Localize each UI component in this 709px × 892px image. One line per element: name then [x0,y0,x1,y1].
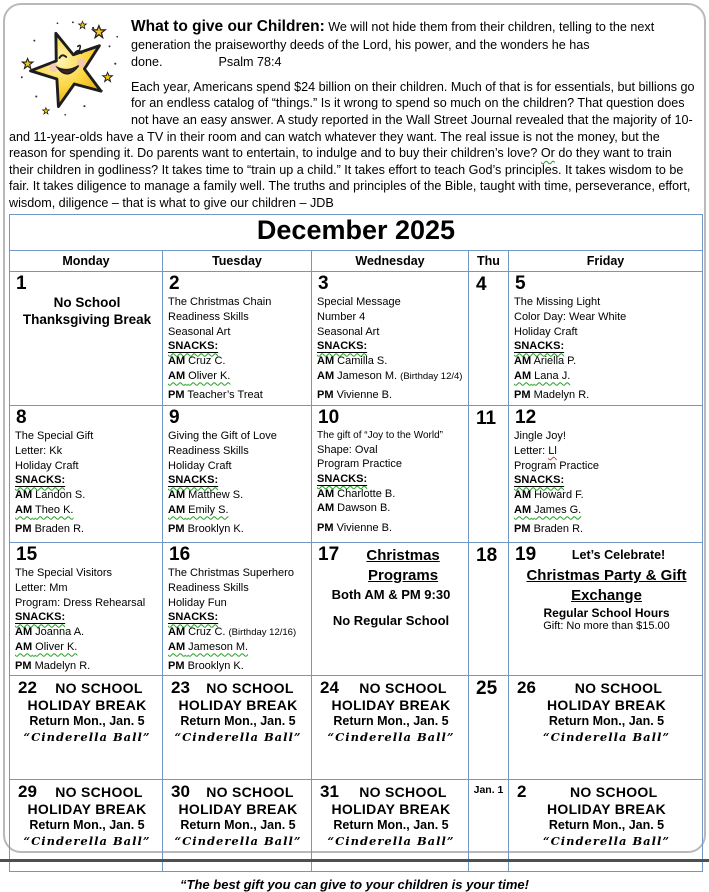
cinderella-ball-note: “Cinderella Ball” [543,730,670,745]
day-cell-10 [312,405,469,542]
am-line: AM Jameson M. (Birthday 12/4) [317,369,463,382]
header-section [9,17,700,212]
event-line: Let’s Celebrate! [571,547,666,562]
day-cell-15 [10,542,163,675]
day-number: Jan. 1 [473,783,504,796]
weekday-monday: Monday [10,250,163,271]
day-cell-22: 22 NO SCHOOL HOLIDAY BREAK Return Mon., Jan. 5 “Cinderella Ball” [10,675,163,779]
day-cell-31: 31 NO SCHOOL HOLIDAY BREAK Return Mon., Jan. 5 “Cinderella Ball” [312,779,469,871]
pm-line: PM Vivienne B. [317,521,393,534]
am-line: AM Joanna A. [15,625,85,638]
am-line: AM Charlotte B. [317,487,396,500]
am-line: AM Howard F. [514,488,584,501]
am-line: AM Camilla S. [317,354,388,367]
day-number: 3 [318,272,329,294]
event-line: Jingle Joy! [514,430,566,443]
day-cell-26: 26 NO SCHOOL HOLIDAY BREAK Return Mon., Jan. 5 “Cinderella Ball” [509,675,703,779]
weekday-thursday: Thu [469,250,509,271]
event-line: Holiday Craft [15,459,79,472]
snacks-label: SNACKS: [168,611,219,624]
event-line: Giving the Gift of Love [168,430,277,443]
day-number: 15 [16,543,38,565]
day-cell-1 [10,271,163,405]
cinderella-ball-note: “Cinderella Ball” [327,730,455,745]
event-line: Seasonal Art [317,325,380,338]
event-line: The Special Visitors [15,567,113,580]
cinderella-ball-note: “Cinderella Ball” [174,834,302,849]
am-line: AM Emily S. [168,503,229,516]
am-line: AM Lana J. [514,369,571,382]
day-cell-jan-1 [469,779,509,871]
event-line: Special Message [317,296,401,309]
day-cell-8 [10,405,163,542]
day-cell-19 [509,542,703,675]
event-line: Readiness Skills [168,445,249,458]
am-line: AM Dawson B. [317,502,391,515]
pm-line: PM Brooklyn K. [168,523,244,536]
am-line: AM Landon S. [15,488,86,501]
day-number: 23 [171,677,190,697]
page-frame [3,3,706,892]
event-line: Program: Dress Rehearsal [15,596,146,609]
birthday-note: (Birthday 12/16) [228,626,297,638]
event-line: Holiday Craft [514,325,578,338]
event-line: The gift of “Joy to the World” [317,430,443,442]
event-line: The Missing Light [514,296,601,309]
event-line: Shape: Oval [317,443,378,456]
am-line: AM Matthew S. [168,488,244,501]
intro-paragraph: Each year, Americans spend $24 billion on their children. Much of that is for essentials, but billions go for an endless catalog of “things.” Is it wrong to spend so much on the children? That question does not have an easy answer. A study reported in the Wall Street Journal revealed that the majority of 10- and 11-year-olds have a TV in their room and can watch whatever they want. The real issue is not the money, but the reason for spending it. Do parents want to entertain, to indulge and to buy their children’s love? Or do they want to train their children in godliness? It takes time to “train up a child.” It takes effort to teach God’s principles. It takes wisdom to be fair. It takes diligence to manage a family well. The truths and principles of the Bible, taught with time, perseverance, effort, wisdom, diligence – that is what to give our children – JDB [9,79,695,210]
snacks-label: SNACKS: [15,611,66,624]
day-cell-30: 30 NO SCHOOL HOLIDAY BREAK Return Mon., Jan. 5 “Cinderella Ball” [163,779,312,871]
event-line: The Christmas Chain [168,296,272,309]
snacks-label: SNACKS: [514,340,565,353]
day-number: 2 [169,272,180,294]
day-number: 1 [16,272,27,294]
day-cell-25 [469,675,509,779]
event-line: The Special Gift [15,430,94,443]
day-number: 25 [476,677,498,699]
pm-line: PM Brooklyn K. [168,660,244,673]
party-title: Christmas Party & Gift Exchange [526,567,687,604]
christmas-programs-title: Christmas Programs [366,546,440,584]
weekday-header-row [10,250,703,271]
star-illustration [17,19,123,121]
event-line: Program Practice [317,458,402,471]
snacks-label: SNACKS: [15,474,66,487]
page-bottom-edge [0,859,709,862]
day-number: 2 [517,781,527,801]
smiling-star-icon [17,19,123,121]
day-cell-4 [469,271,509,405]
page-title: What to give our Children [131,18,320,35]
calendar-title: December 2025 [10,214,703,250]
event-line: Number 4 [317,311,366,324]
event-line: Holiday Fun [168,596,227,609]
birthday-note: (Birthday 12/4) [400,370,463,382]
day-cell-23: 23 NO SCHOOL HOLIDAY BREAK Return Mon., Jan. 5 “Cinderella Ball” [163,675,312,779]
event-line: Letter: Ll [514,445,557,458]
day-cell-2 [163,271,312,405]
event-line: Gift: No more than $15.00 [543,620,670,633]
pm-line: PM Madelyn R. [15,660,91,673]
event-line: Program Practice [514,459,599,472]
day-cell-9 [163,405,312,542]
day-cell-24: 24 NO SCHOOL HOLIDAY BREAK Return Mon., Jan. 5 “Cinderella Ball” [312,675,469,779]
snacks-label: SNACKS: [317,340,368,353]
day-cell-29: 29 NO SCHOOL HOLIDAY BREAK Return Mon., Jan. 5 “Cinderella Ball” [10,779,163,871]
event-line: No School [53,295,121,311]
am-line: AM Oliver K. [15,640,78,653]
event-line: Thanksgiving Break [22,312,152,328]
squiggle-word: Or [540,146,555,161]
day-cell-12 [509,405,703,542]
day-number: 24 [320,677,339,697]
cinderella-ball-note: “Cinderella Ball” [174,730,302,745]
event-line: Readiness Skills [168,311,249,324]
event-line: Color Day: Wear White [514,311,627,324]
snacks-label: SNACKS: [514,474,565,487]
cinderella-ball-note: “Cinderella Ball” [23,834,151,849]
verse-text: We will not hide them from their children, telling to the next generation the praiseworthy deeds of the Lord, his power, and the wonders he has done. [131,20,655,70]
day-cell-jan-2: 2 NO SCHOOL HOLIDAY BREAK Return Mon., Jan. 5 “Cinderella Ball” [509,779,703,871]
calendar-table [9,214,703,872]
snacks-label: SNACKS: [168,340,219,353]
day-number: 22 [18,677,37,697]
event-line: Holiday Craft [168,459,232,472]
weekday-tuesday: Tuesday [163,250,312,271]
event-line: Letter: Kk [15,445,63,458]
day-cell-11 [469,405,509,542]
event-line: Letter: Mm [15,582,68,595]
am-line: AM Oliver K. [168,369,231,382]
weekday-wednesday: Wednesday [312,250,469,271]
event-line: Regular School Hours [543,606,670,621]
snacks-label: SNACKS: [168,474,219,487]
snacks-label: SNACKS: [317,472,368,485]
event-line: Seasonal Art [168,325,231,338]
cinderella-ball-note: “Cinderella Ball” [327,834,455,849]
day-number: 9 [169,406,180,428]
am-line: AM Cruz C. [168,354,226,367]
day-cell-18 [469,542,509,675]
day-number: 29 [18,781,37,801]
day-number: 17 [318,543,340,565]
day-cell-5 [509,271,703,405]
pm-line: PM Braden R. [514,523,584,536]
day-number: 19 [515,543,537,565]
am-line: AM Cruz C. (Birthday 12/16) [168,625,297,638]
day-number: 16 [169,543,191,565]
event-line: No Regular School [332,613,450,629]
am-line: AM Theo K. [15,503,74,516]
footer-quote: “The best gift you can give to your children is your time! [180,876,529,892]
day-number: 10 [318,406,340,428]
pm-line: PM Teacher’s Treat [168,389,263,402]
pm-line: PM Braden R. [15,523,85,536]
am-line: AM Jameson M. [168,640,249,653]
verse-reference: Psalm 78:4 [218,55,282,70]
event-line: Readiness Skills [168,582,249,595]
day-cell-16 [163,542,312,675]
day-cell-17 [312,542,469,675]
day-number: 18 [476,544,498,566]
day-number: 26 [517,677,536,697]
day-number: 4 [476,273,487,295]
verse-paragraph: What to give our Children: We will not hide them from their children, telling to the next generation the praiseworthy deeds of the Lord, his power, and the wonders he has done. Psalm 78:4 [131,18,655,70]
am-line: AM James G. [514,503,582,516]
day-number: 8 [16,406,27,428]
weekday-friday: Friday [509,250,703,271]
event-line: The Christmas Superhero [168,567,294,580]
day-number: 12 [515,406,537,428]
day-number: 30 [171,781,190,801]
am-line: AM Ariella P. [514,354,577,367]
event-line: Both AM & PM 9:30 [331,587,451,603]
cinderella-ball-note: “Cinderella Ball” [543,834,670,849]
cinderella-ball-note: “Cinderella Ball” [23,730,151,745]
day-number: 5 [515,272,526,294]
pm-line: PM Madelyn R. [514,389,590,402]
day-number: 31 [320,781,339,801]
day-number: 11 [476,407,497,429]
day-cell-3 [312,271,469,405]
pm-line: PM Vivienne B. [317,389,393,402]
